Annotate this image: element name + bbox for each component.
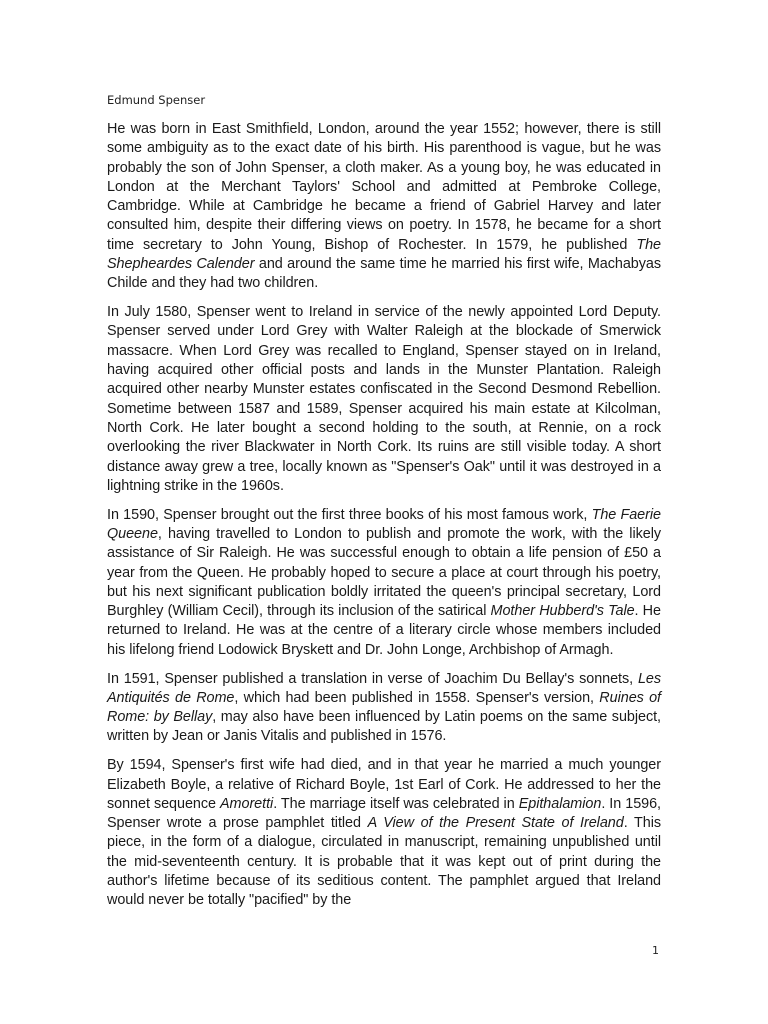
paragraph bbox=[107, 670, 661, 747]
italic-title-text: Mother Hubberd's Tale bbox=[490, 603, 635, 620]
paragraph-text: By 1594, Spenser's first wife had died, and in that year he married a much younger Elizabeth Boyle, a relative of Richard Boyle, 1st Earl of Cork. He addressed to her the sonnet sequence bbox=[107, 757, 661, 812]
italic-title-text: Amoretti bbox=[220, 795, 274, 812]
italic-title-text: Epithalamion bbox=[518, 795, 602, 812]
paragraph-text: . In 1596, Spenser wrote a prose pamphlet titled bbox=[107, 795, 661, 832]
paragraph-text: . He returned to Ireland. He was at the centre of a literary circle whose members included his lifelong friend Lodowick Bryskett and Dr. John Longe, Archbishop of Armagh. bbox=[107, 603, 661, 658]
italic-title-text: Ruines of Rome: by Bellay bbox=[107, 689, 661, 726]
paragraph-text: He was born in East Smithfield, London, around the year 1552; however, there is still some ambiguity as to the exact date of his birth. His parenthood is vague, but he was probably the son of John Spenser, a cloth maker. As a young boy, he was educated in London at the Merchant Taylors' School and admitted at Pembroke College, Cambridge. While at Cambridge he became a friend of Gabriel Harvey and later consulted him, despite their differing views on poetry. In 1578, he became for a short time secretary to John Young, Bishop of Rochester. In 1579, he published bbox=[107, 121, 661, 253]
paragraph bbox=[107, 303, 661, 496]
paragraph-text: . The marriage itself was celebrated in bbox=[273, 795, 519, 812]
italic-title-text: Les Antiquités de Rome bbox=[107, 670, 661, 706]
paragraph-text: , may also have been influenced by Latin poems on the same subject, written by Jean or Janis Vitalis and published in 1576. bbox=[107, 709, 661, 745]
paragraph bbox=[107, 506, 661, 660]
page-number: 1 bbox=[652, 944, 659, 957]
document-body bbox=[107, 120, 661, 920]
paragraph bbox=[107, 756, 661, 910]
paragraph bbox=[107, 120, 661, 294]
paragraph-text: and around the same time he married his first wife, Machabyas Childe and they had two children. bbox=[107, 256, 662, 292]
document-title: Edmund Spenser bbox=[107, 93, 206, 107]
paragraph-text: , having travelled to London to publish and promote the work, with the likely assistance of Sir Raleigh. He was successful enough to obtain a life pension of £50 a year from the Queen. He probably hoped to secure a place at court through his poetry, but his next significant publication boldly irritated the queen's principal secretary, Lord Burghley (William Cecil), through its inclusion of the satirical bbox=[107, 525, 661, 620]
paragraph-text: In July 1580, Spenser went to Ireland in service of the newly appointed Lord Deputy. Spenser served under Lord Grey with Walter Raleigh at the blockade of Smerwick massacre. When Lord Grey was recalled to England, Spenser stayed on in Ireland, having acquired other official posts and lands in the Munster Plantation. Raleigh acquired other nearby Munster estates confiscated in the Second Desmond Rebellion. Sometime between 1587 and 1589, Spenser acquired his main estate at Kilcolman, North Cork. He later bought a second holding to the south, at Rennie, on a rock overlooking the river Blackwater in North Cork. Its ruins are still visible today. A short distance away grew a tree, locally known as "Spenser's Oak" until it was destroyed in a lightning strike in the 1960s. bbox=[107, 304, 661, 494]
italic-title-text: The Shepheardes Calender bbox=[107, 236, 661, 273]
paragraph-text: In 1590, Spenser brought out the first three books of his most famous work, bbox=[107, 506, 592, 523]
italic-title-text: A View of the Present State of Ireland bbox=[367, 815, 624, 832]
paragraph-text: In 1591, Spenser published a translation in verse of Joachim Du Bellay's sonnets, bbox=[107, 670, 638, 687]
paragraph-text: , which had been published in 1558. Spenser's version, bbox=[234, 689, 600, 706]
italic-title-text: The Faerie Queene bbox=[107, 506, 661, 542]
paragraph-text: . This piece, in the form of a dialogue, circulated in manuscript, remaining unpublished until the mid-seventeenth century. It is probable that it was kept out of print during the author's lifetime because of its seditious content. The pamphlet argued that Ireland would never be totally "pacified" by the bbox=[107, 815, 661, 909]
